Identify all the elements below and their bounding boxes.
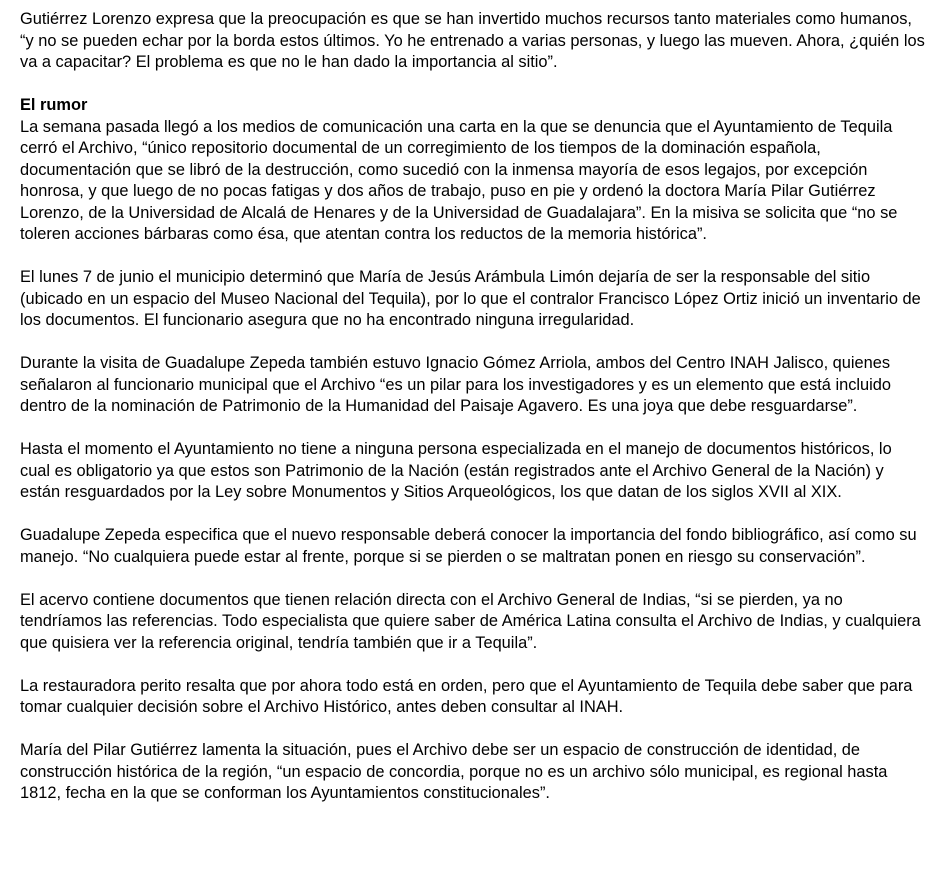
paragraph: Guadalupe Zepeda especifica que el nuevo responsable deberá conocer la importancia del fondo bibliográfico, así como su manejo. “No cualquiera puede estar al frente, porque si se pierden o se maltratan ponen en riesgo su conservación”. [20, 526, 917, 566]
article-body [20, 9, 925, 826]
paragraph: La restauradora perito resalta que por ahora todo está en orden, pero que el Ayuntamiento de Tequila debe saber que para tomar cualquier decisión sobre el Archivo Histórico, antes deben consultar al INAH. [20, 676, 913, 716]
paragraph: El acervo contiene documentos que tienen relación directa con el Archivo General de Indias, “si se pierden, ya no tendríamos las referencias. Todo especialista que quiere saber de América Latina consulta el Archivo de Indias, y cualquiera que quisiera ver la referencia original, tendría también que ir a Tequila”. [20, 590, 921, 652]
paragraph: Gutiérrez Lorenzo expresa que la preocupación es que se han invertido muchos recursos tanto materiales como humanos, “y no se pueden echar por la borda estos últimos. Yo he entrenado a varias personas, y luego las mueven. Ahora, ¿quién los va a capacitar? El problema es que no le han dado la importancia al sitio”. [20, 10, 925, 71]
section-el-rumor [20, 95, 925, 246]
paragraph: El lunes 7 de junio el municipio determinó que María de Jesús Arámbula Limón dejaría de ser la responsable del sitio (ubicado en un espacio del Museo Nacional del Tequila), por lo que el contralor Francisco López Ortiz inició un inventario de los documentos. El funcionario asegura que no ha encontrado ninguna irregularidad. [20, 268, 921, 329]
paragraph: Hasta el momento el Ayuntamiento no tiene a ninguna persona especializada en el manejo de documentos históricos, lo cual es obligatorio ya que estos son Patrimonio de la Nación (están registrados ante el Archivo General de la Nación) y están resguardados por la Ley sobre Monumentos y Sitios Arqueológicos, los que datan de los siglos XVII al XIX. [20, 440, 892, 501]
paragraph: Durante la visita de Guadalupe Zepeda también estuvo Ignacio Gómez Arriola, ambos del Centro INAH Jalisco, quienes señalaron al funcionario municipal que el Archivo “es un pilar para los investigadores y es un elemento que está incluido dentro de la nominación de Patrimonio de la Humanidad del Paisaje Agavero. Es una joya que debe resguardarse”. [20, 354, 892, 415]
paragraph: María del Pilar Gutiérrez lamenta la situación, pues el Archivo debe ser un espacio de construcción de identidad, de construcción histórica de la región, “un espacio de concordia, porque no es un archivo sólo municipal, es regional hasta 1812, fecha en la que se conforman los Ayuntamientos constitucionales”. [20, 741, 888, 802]
paragraph: La semana pasada llegó a los medios de comunicación una carta en la que se denuncia que el Ayuntamiento de Tequila cerró el Archivo, “único repositorio documental de un corregimiento de los tiempos de la dominación española, documentación que se libró de la destrucción, como sucedió con la inmensa mayoría de esos legajos, por excepción honrosa, y que luego de no pocas fatigas y dos años de trabajo, puso en pie y ordenó la doctora María Pilar Gutiérrez Lorenzo, de la Universidad de Alcalá de Henares y de la Universidad de Guadalajara”. En la misiva se solicita que “no se toleren acciones bárbaras como ésa, que atentan contra los reductos de la memoria histórica”. [20, 117, 898, 243]
section-heading: El rumor [20, 96, 88, 114]
